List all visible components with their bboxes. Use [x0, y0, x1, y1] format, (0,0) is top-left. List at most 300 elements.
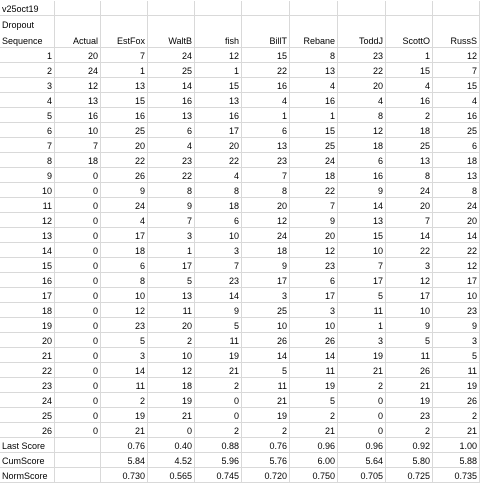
value-cell[interactable]: 20 [55, 48, 101, 63]
value-cell[interactable]: 23 [433, 303, 480, 318]
value-cell[interactable]: 6 [290, 273, 338, 288]
value-cell[interactable]: 23 [386, 408, 433, 423]
value-cell[interactable]: 11 [386, 348, 433, 363]
value-cell[interactable]: 22 [386, 243, 433, 258]
value-cell[interactable]: 10 [195, 228, 242, 243]
value-cell[interactable]: 19 [195, 348, 242, 363]
summary-value-cell[interactable]: 0.750 [290, 468, 338, 483]
value-cell[interactable]: 20 [242, 198, 290, 213]
value-cell[interactable]: 8 [338, 108, 386, 123]
value-cell[interactable]: 18 [338, 138, 386, 153]
value-cell[interactable]: 2 [433, 408, 480, 423]
empty-cell[interactable] [242, 1, 290, 16]
summary-value-cell[interactable]: 0.725 [386, 468, 433, 483]
sequence-cell[interactable]: 16 [0, 273, 55, 288]
value-cell[interactable]: 12 [101, 303, 148, 318]
value-cell[interactable]: 25 [290, 138, 338, 153]
value-cell[interactable]: 3 [148, 228, 195, 243]
value-cell[interactable]: 9 [148, 198, 195, 213]
sequence-cell[interactable]: 24 [0, 393, 55, 408]
empty-cell[interactable] [148, 16, 195, 31]
value-cell[interactable]: 24 [290, 153, 338, 168]
summary-label-cell[interactable]: CumScore [0, 453, 55, 468]
value-cell[interactable]: 17 [101, 228, 148, 243]
value-cell[interactable]: 3 [386, 258, 433, 273]
value-cell[interactable]: 7 [338, 258, 386, 273]
value-cell[interactable]: 0 [148, 423, 195, 438]
sequence-cell[interactable]: 8 [0, 153, 55, 168]
value-cell[interactable]: 12 [195, 48, 242, 63]
value-cell[interactable]: 0 [55, 198, 101, 213]
value-cell[interactable]: 23 [338, 48, 386, 63]
summary-value-cell[interactable]: 0.720 [242, 468, 290, 483]
value-cell[interactable]: 4 [386, 78, 433, 93]
value-cell[interactable]: 4 [101, 213, 148, 228]
value-cell[interactable]: 8 [101, 273, 148, 288]
value-cell[interactable]: 3 [290, 303, 338, 318]
value-cell[interactable]: 21 [195, 363, 242, 378]
value-cell[interactable]: 22 [433, 243, 480, 258]
value-cell[interactable]: 21 [242, 393, 290, 408]
value-cell[interactable]: 9 [242, 258, 290, 273]
value-cell[interactable]: 11 [433, 363, 480, 378]
value-cell[interactable]: 24 [55, 63, 101, 78]
value-cell[interactable]: 24 [433, 198, 480, 213]
value-cell[interactable]: 2 [101, 393, 148, 408]
summary-value-cell[interactable] [55, 453, 101, 468]
value-cell[interactable]: 13 [290, 63, 338, 78]
value-cell[interactable]: 0 [55, 303, 101, 318]
value-cell[interactable]: 18 [148, 378, 195, 393]
summary-value-cell[interactable]: 5.88 [433, 453, 480, 468]
value-cell[interactable]: 10 [55, 123, 101, 138]
value-cell[interactable]: 19 [148, 393, 195, 408]
summary-value-cell[interactable]: 0.745 [195, 468, 242, 483]
value-cell[interactable]: 10 [386, 303, 433, 318]
value-cell[interactable]: 13 [195, 93, 242, 108]
summary-value-cell[interactable]: 0.76 [242, 438, 290, 453]
sequence-cell[interactable]: 19 [0, 318, 55, 333]
value-cell[interactable]: 8 [386, 168, 433, 183]
value-cell[interactable]: 4 [290, 78, 338, 93]
value-cell[interactable]: 3 [433, 333, 480, 348]
value-cell[interactable]: 5 [386, 333, 433, 348]
value-cell[interactable]: 24 [242, 228, 290, 243]
column-header-russs[interactable]: RussS [433, 31, 480, 48]
value-cell[interactable]: 23 [148, 153, 195, 168]
value-cell[interactable]: 10 [101, 288, 148, 303]
value-cell[interactable]: 13 [101, 78, 148, 93]
summary-value-cell[interactable]: 0.40 [148, 438, 195, 453]
value-cell[interactable]: 18 [195, 198, 242, 213]
value-cell[interactable]: 12 [242, 213, 290, 228]
value-cell[interactable]: 16 [338, 168, 386, 183]
value-cell[interactable]: 7 [101, 48, 148, 63]
value-cell[interactable]: 18 [101, 243, 148, 258]
value-cell[interactable]: 9 [338, 183, 386, 198]
sequence-cell[interactable]: 6 [0, 123, 55, 138]
value-cell[interactable]: 19 [338, 348, 386, 363]
summary-value-cell[interactable]: 5.76 [242, 453, 290, 468]
value-cell[interactable]: 13 [55, 93, 101, 108]
value-cell[interactable]: 24 [386, 183, 433, 198]
empty-cell[interactable] [242, 16, 290, 31]
value-cell[interactable]: 9 [195, 303, 242, 318]
value-cell[interactable]: 7 [433, 63, 480, 78]
value-cell[interactable]: 1 [195, 63, 242, 78]
value-cell[interactable]: 7 [242, 168, 290, 183]
value-cell[interactable]: 20 [290, 228, 338, 243]
column-header-waltb[interactable]: WaltB [148, 31, 195, 48]
value-cell[interactable]: 23 [242, 153, 290, 168]
sequence-cell[interactable]: 9 [0, 168, 55, 183]
value-cell[interactable]: 8 [195, 183, 242, 198]
value-cell[interactable]: 18 [242, 243, 290, 258]
value-cell[interactable]: 2 [195, 378, 242, 393]
value-cell[interactable]: 18 [55, 153, 101, 168]
value-cell[interactable]: 12 [386, 273, 433, 288]
value-cell[interactable]: 25 [386, 138, 433, 153]
value-cell[interactable]: 0 [55, 168, 101, 183]
value-cell[interactable]: 4 [433, 93, 480, 108]
value-cell[interactable]: 17 [242, 273, 290, 288]
value-cell[interactable]: 20 [386, 198, 433, 213]
value-cell[interactable]: 0 [55, 408, 101, 423]
value-cell[interactable]: 8 [433, 183, 480, 198]
summary-value-cell[interactable]: 5.64 [338, 453, 386, 468]
value-cell[interactable]: 0 [55, 183, 101, 198]
value-cell[interactable]: 5 [101, 333, 148, 348]
value-cell[interactable]: 17 [386, 288, 433, 303]
summary-value-cell[interactable]: 0.96 [338, 438, 386, 453]
value-cell[interactable]: 11 [242, 378, 290, 393]
value-cell[interactable]: 5 [338, 288, 386, 303]
sequence-cell[interactable]: 1 [0, 48, 55, 63]
column-header-fish[interactable]: fish [195, 31, 242, 48]
summary-value-cell[interactable]: 0.76 [101, 438, 148, 453]
value-cell[interactable]: 21 [386, 378, 433, 393]
value-cell[interactable]: 12 [433, 48, 480, 63]
value-cell[interactable]: 17 [433, 273, 480, 288]
value-cell[interactable]: 9 [290, 213, 338, 228]
value-cell[interactable]: 5 [433, 348, 480, 363]
summary-value-cell[interactable]: 5.96 [195, 453, 242, 468]
value-cell[interactable]: 10 [338, 243, 386, 258]
value-cell[interactable]: 2 [290, 408, 338, 423]
empty-cell[interactable] [338, 1, 386, 16]
value-cell[interactable]: 16 [386, 93, 433, 108]
value-cell[interactable]: 19 [101, 408, 148, 423]
value-cell[interactable]: 7 [55, 138, 101, 153]
value-cell[interactable]: 17 [195, 123, 242, 138]
value-cell[interactable]: 5 [195, 318, 242, 333]
empty-cell[interactable] [433, 16, 480, 31]
header-label-sequence[interactable]: Sequence [0, 31, 55, 48]
value-cell[interactable]: 23 [290, 258, 338, 273]
value-cell[interactable]: 8 [148, 183, 195, 198]
value-cell[interactable]: 16 [101, 108, 148, 123]
value-cell[interactable]: 26 [433, 393, 480, 408]
header-label-dropout[interactable]: Dropout [0, 16, 55, 31]
value-cell[interactable]: 15 [290, 123, 338, 138]
value-cell[interactable]: 18 [290, 168, 338, 183]
value-cell[interactable]: 0 [55, 318, 101, 333]
value-cell[interactable]: 13 [148, 108, 195, 123]
value-cell[interactable]: 22 [101, 153, 148, 168]
value-cell[interactable]: 0 [55, 423, 101, 438]
value-cell[interactable]: 10 [242, 318, 290, 333]
value-cell[interactable]: 7 [290, 198, 338, 213]
sequence-cell[interactable]: 21 [0, 348, 55, 363]
value-cell[interactable]: 8 [290, 48, 338, 63]
sequence-cell[interactable]: 5 [0, 108, 55, 123]
value-cell[interactable]: 16 [55, 108, 101, 123]
summary-value-cell[interactable]: 5.84 [101, 453, 148, 468]
value-cell[interactable]: 1 [242, 108, 290, 123]
value-cell[interactable]: 9 [101, 183, 148, 198]
value-cell[interactable]: 7 [386, 213, 433, 228]
value-cell[interactable]: 7 [195, 258, 242, 273]
empty-cell[interactable] [386, 1, 433, 16]
value-cell[interactable]: 20 [433, 213, 480, 228]
value-cell[interactable]: 0 [55, 288, 101, 303]
value-cell[interactable]: 6 [242, 123, 290, 138]
value-cell[interactable]: 4 [242, 93, 290, 108]
value-cell[interactable]: 10 [148, 348, 195, 363]
value-cell[interactable]: 11 [290, 363, 338, 378]
sequence-cell[interactable]: 13 [0, 228, 55, 243]
column-header-billt[interactable]: BillT [242, 31, 290, 48]
value-cell[interactable]: 15 [195, 78, 242, 93]
empty-cell[interactable] [195, 1, 242, 16]
value-cell[interactable]: 17 [290, 288, 338, 303]
summary-value-cell[interactable]: 1.00 [433, 438, 480, 453]
value-cell[interactable]: 1 [338, 318, 386, 333]
value-cell[interactable]: 15 [101, 93, 148, 108]
summary-value-cell[interactable]: 0.735 [433, 468, 480, 483]
sequence-cell[interactable]: 22 [0, 363, 55, 378]
value-cell[interactable]: 22 [242, 63, 290, 78]
empty-cell[interactable] [290, 1, 338, 16]
value-cell[interactable]: 1 [290, 108, 338, 123]
value-cell[interactable]: 20 [148, 318, 195, 333]
summary-value-cell[interactable]: 6.00 [290, 453, 338, 468]
value-cell[interactable]: 23 [101, 318, 148, 333]
sequence-cell[interactable]: 23 [0, 378, 55, 393]
summary-value-cell[interactable] [55, 438, 101, 453]
value-cell[interactable]: 13 [338, 213, 386, 228]
sequence-cell[interactable]: 3 [0, 78, 55, 93]
value-cell[interactable]: 10 [290, 318, 338, 333]
value-cell[interactable]: 6 [101, 258, 148, 273]
value-cell[interactable]: 0 [55, 378, 101, 393]
empty-cell[interactable] [101, 16, 148, 31]
value-cell[interactable]: 21 [433, 423, 480, 438]
value-cell[interactable]: 6 [433, 138, 480, 153]
value-cell[interactable]: 25 [101, 123, 148, 138]
value-cell[interactable]: 14 [290, 348, 338, 363]
summary-value-cell[interactable]: 0.92 [386, 438, 433, 453]
column-header-toddj[interactable]: ToddJ [338, 31, 386, 48]
value-cell[interactable]: 19 [242, 408, 290, 423]
summary-value-cell[interactable]: 4.52 [148, 453, 195, 468]
value-cell[interactable]: 2 [195, 423, 242, 438]
value-cell[interactable]: 26 [290, 333, 338, 348]
value-cell[interactable]: 3 [338, 333, 386, 348]
value-cell[interactable]: 19 [433, 378, 480, 393]
value-cell[interactable]: 9 [386, 318, 433, 333]
value-cell[interactable]: 18 [386, 123, 433, 138]
value-cell[interactable]: 11 [101, 378, 148, 393]
summary-value-cell[interactable]: 5.80 [386, 453, 433, 468]
value-cell[interactable]: 11 [338, 303, 386, 318]
column-header-actual[interactable]: Actual [55, 31, 101, 48]
value-cell[interactable]: 21 [338, 363, 386, 378]
value-cell[interactable]: 16 [148, 93, 195, 108]
value-cell[interactable]: 0 [195, 393, 242, 408]
sequence-cell[interactable]: 20 [0, 333, 55, 348]
value-cell[interactable]: 2 [386, 108, 433, 123]
empty-cell[interactable] [55, 1, 101, 16]
column-header-estfox[interactable]: EstFox [101, 31, 148, 48]
value-cell[interactable]: 1 [386, 48, 433, 63]
sequence-cell[interactable]: 26 [0, 423, 55, 438]
value-cell[interactable]: 3 [195, 243, 242, 258]
sequence-cell[interactable]: 10 [0, 183, 55, 198]
value-cell[interactable]: 0 [195, 408, 242, 423]
value-cell[interactable]: 24 [101, 198, 148, 213]
value-cell[interactable]: 24 [148, 48, 195, 63]
value-cell[interactable]: 4 [338, 93, 386, 108]
value-cell[interactable]: 6 [195, 213, 242, 228]
value-cell[interactable]: 0 [55, 393, 101, 408]
value-cell[interactable]: 0 [338, 408, 386, 423]
value-cell[interactable]: 0 [55, 243, 101, 258]
value-cell[interactable]: 8 [242, 183, 290, 198]
column-header-scotto[interactable]: ScottO [386, 31, 433, 48]
value-cell[interactable]: 0 [338, 393, 386, 408]
value-cell[interactable]: 10 [433, 288, 480, 303]
value-cell[interactable]: 14 [433, 228, 480, 243]
empty-cell[interactable] [195, 16, 242, 31]
value-cell[interactable]: 23 [195, 273, 242, 288]
value-cell[interactable]: 15 [386, 63, 433, 78]
value-cell[interactable]: 15 [338, 228, 386, 243]
value-cell[interactable]: 19 [290, 378, 338, 393]
empty-cell[interactable] [55, 16, 101, 31]
value-cell[interactable]: 2 [242, 423, 290, 438]
value-cell[interactable]: 14 [338, 198, 386, 213]
empty-cell[interactable] [433, 1, 480, 16]
value-cell[interactable]: 16 [433, 108, 480, 123]
value-cell[interactable]: 2 [386, 423, 433, 438]
value-cell[interactable]: 13 [386, 153, 433, 168]
empty-cell[interactable] [386, 16, 433, 31]
empty-cell[interactable] [148, 1, 195, 16]
value-cell[interactable]: 15 [433, 78, 480, 93]
value-cell[interactable]: 0 [55, 363, 101, 378]
value-cell[interactable]: 20 [338, 78, 386, 93]
value-cell[interactable]: 12 [433, 258, 480, 273]
value-cell[interactable]: 26 [386, 363, 433, 378]
sequence-cell[interactable]: 2 [0, 63, 55, 78]
value-cell[interactable]: 9 [433, 318, 480, 333]
value-cell[interactable]: 17 [338, 273, 386, 288]
sequence-cell[interactable]: 14 [0, 243, 55, 258]
value-cell[interactable]: 12 [290, 243, 338, 258]
value-cell[interactable]: 25 [242, 303, 290, 318]
value-cell[interactable]: 13 [148, 288, 195, 303]
value-cell[interactable]: 26 [242, 333, 290, 348]
sequence-cell[interactable]: 15 [0, 258, 55, 273]
value-cell[interactable]: 21 [101, 423, 148, 438]
value-cell[interactable]: 16 [290, 93, 338, 108]
value-cell[interactable]: 0 [55, 333, 101, 348]
value-cell[interactable]: 0 [55, 348, 101, 363]
value-cell[interactable]: 14 [148, 78, 195, 93]
value-cell[interactable]: 2 [338, 378, 386, 393]
value-cell[interactable]: 5 [242, 363, 290, 378]
sequence-cell[interactable]: 11 [0, 198, 55, 213]
value-cell[interactable]: 22 [338, 63, 386, 78]
value-cell[interactable]: 1 [148, 243, 195, 258]
value-cell[interactable]: 15 [242, 48, 290, 63]
value-cell[interactable]: 1 [101, 63, 148, 78]
value-cell[interactable]: 6 [148, 123, 195, 138]
value-cell[interactable]: 12 [55, 78, 101, 93]
sequence-cell[interactable]: 4 [0, 93, 55, 108]
sequence-cell[interactable]: 18 [0, 303, 55, 318]
value-cell[interactable]: 14 [386, 228, 433, 243]
summary-value-cell[interactable]: 0.705 [338, 468, 386, 483]
value-cell[interactable]: 3 [242, 288, 290, 303]
empty-cell[interactable] [338, 16, 386, 31]
value-cell[interactable]: 22 [148, 168, 195, 183]
value-cell[interactable]: 12 [148, 363, 195, 378]
summary-label-cell[interactable]: NormScore [0, 468, 55, 483]
column-header-rebane[interactable]: Rebane [290, 31, 338, 48]
value-cell[interactable]: 4 [148, 138, 195, 153]
value-cell[interactable]: 18 [433, 153, 480, 168]
value-cell[interactable]: 11 [195, 333, 242, 348]
value-cell[interactable]: 20 [195, 138, 242, 153]
value-cell[interactable]: 21 [148, 408, 195, 423]
empty-cell[interactable] [101, 1, 148, 16]
value-cell[interactable]: 20 [101, 138, 148, 153]
value-cell[interactable]: 19 [386, 393, 433, 408]
value-cell[interactable]: 13 [242, 138, 290, 153]
sheet-title-cell[interactable]: v25oct19 [0, 1, 55, 16]
summary-value-cell[interactable]: 0.730 [101, 468, 148, 483]
value-cell[interactable]: 3 [101, 348, 148, 363]
sequence-cell[interactable]: 7 [0, 138, 55, 153]
value-cell[interactable]: 0 [338, 423, 386, 438]
summary-value-cell[interactable]: 0.565 [148, 468, 195, 483]
value-cell[interactable]: 14 [242, 348, 290, 363]
value-cell[interactable]: 22 [290, 183, 338, 198]
value-cell[interactable]: 0 [55, 228, 101, 243]
value-cell[interactable]: 11 [148, 303, 195, 318]
summary-value-cell[interactable] [55, 468, 101, 483]
value-cell[interactable]: 16 [195, 108, 242, 123]
summary-value-cell[interactable]: 0.96 [290, 438, 338, 453]
value-cell[interactable]: 17 [148, 258, 195, 273]
value-cell[interactable]: 7 [148, 213, 195, 228]
summary-label-cell[interactable]: Last Score [0, 438, 55, 453]
value-cell[interactable]: 13 [433, 168, 480, 183]
sequence-cell[interactable]: 17 [0, 288, 55, 303]
value-cell[interactable]: 6 [338, 153, 386, 168]
